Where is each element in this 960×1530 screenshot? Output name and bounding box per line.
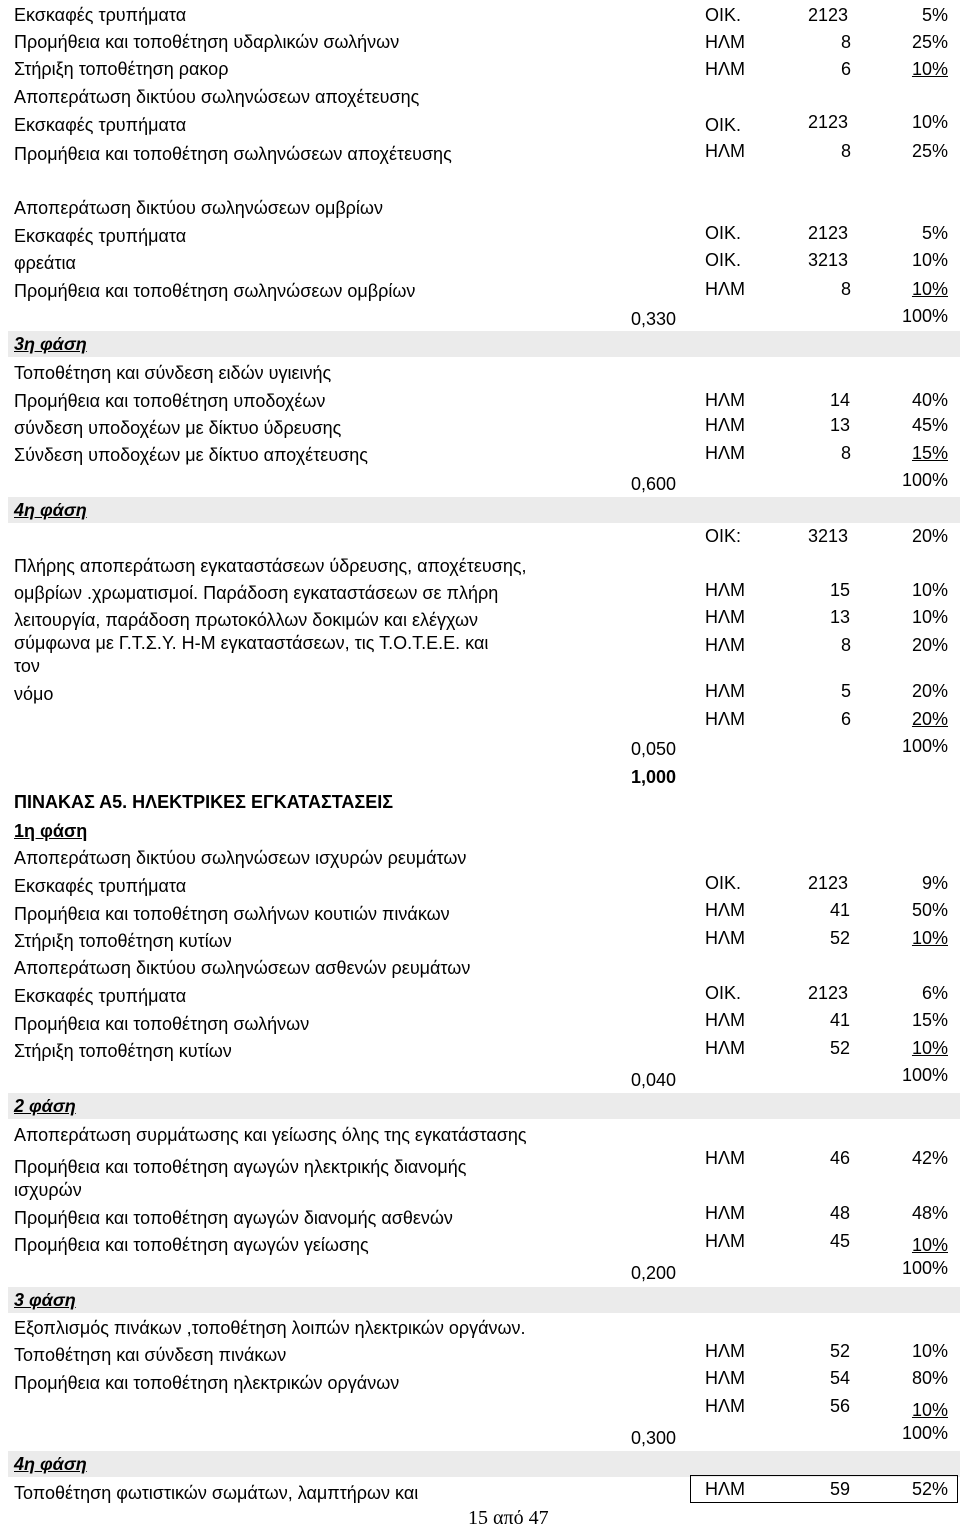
item-description: Σύνδεση υποδοχέων με δίκτυο αποχέτευσης — [14, 445, 368, 465]
item-percent: 20% — [911, 681, 948, 701]
phase-bar — [8, 1287, 960, 1313]
item-code: 15 — [829, 580, 851, 600]
item-percent: 40% — [911, 390, 948, 410]
item-code: 8 — [840, 141, 852, 161]
item-description: Αποπεράτωση δικτύου σωληνώσεων ομβρίων — [14, 198, 383, 218]
item-percent: 5% — [921, 223, 948, 243]
unit-label: ΗΛΜ — [705, 1479, 746, 1499]
item-code: 8 — [840, 635, 852, 655]
phase-heading: 4η φάση — [14, 500, 87, 520]
phase-heading: 3η φάση — [14, 334, 87, 354]
item-description: Στήριξη τοποθέτηση κυτίων — [14, 931, 232, 951]
item-percent: 10% — [911, 250, 948, 270]
item-percent: 10% — [911, 1400, 948, 1420]
item-code: 2123 — [807, 983, 849, 1003]
item-percent: 20% — [911, 709, 948, 729]
item-percent: 6% — [921, 983, 948, 1003]
item-code: 56 — [829, 1396, 851, 1416]
item-percent: 10% — [911, 580, 948, 600]
unit-label: ΗΛΜ — [705, 32, 746, 52]
item-percent: 15% — [911, 1010, 948, 1030]
unit-label: ΗΛΜ — [705, 415, 746, 435]
item-description: ισχυρών — [14, 1180, 82, 1200]
item-percent: 50% — [911, 900, 948, 920]
phase-weight: 0,300 — [631, 1428, 677, 1448]
unit-label: ΗΛΜ — [705, 1368, 746, 1388]
unit-label: ΗΛΜ — [705, 580, 746, 600]
item-description: Τοποθέτηση και σύνδεση ειδών υγιεινής — [14, 363, 332, 383]
phase-weight: 0,040 — [631, 1070, 677, 1090]
item-percent: 25% — [911, 141, 948, 161]
phase-percent-total: 100% — [901, 470, 948, 490]
item-code: 3213 — [807, 250, 849, 270]
item-description: Εκσκαφές τρυπήματα — [14, 986, 187, 1006]
phase-heading: 3 φάση — [14, 1290, 76, 1310]
item-percent: 10% — [911, 1235, 948, 1255]
item-percent: 5% — [921, 5, 948, 25]
item-code: 2123 — [807, 112, 849, 132]
item-code: 41 — [829, 900, 851, 920]
item-description: σύνδεση υποδοχέων με δίκτυο ύδρευσης — [14, 418, 342, 438]
unit-label: ΟΙΚ. — [705, 873, 742, 893]
item-description: ομβρίων .χρωματισμοί. Παράδοση εγκαταστάσεων σε πλήρη — [14, 583, 499, 603]
item-code: 8 — [840, 279, 852, 299]
item-percent: 10% — [911, 59, 948, 79]
item-percent: 25% — [911, 32, 948, 52]
phase-weight: 0,200 — [631, 1263, 677, 1283]
unit-label: ΟΙΚ. — [705, 5, 742, 25]
unit-label: ΗΛΜ — [705, 635, 746, 655]
page-number: 15 από 47 — [468, 1507, 549, 1529]
unit-label: ΗΛΜ — [705, 1396, 746, 1416]
item-description: λειτουργία, παράδοση πρωτοκόλλων δοκιμών και ελέγχων — [14, 610, 479, 630]
unit-label: ΗΛΜ — [705, 1231, 746, 1251]
item-code: 52 — [829, 1341, 851, 1361]
item-percent: 52% — [911, 1479, 948, 1499]
unit-label: ΗΛΜ — [705, 141, 746, 161]
item-code: 8 — [840, 32, 852, 52]
phase-bar — [8, 331, 960, 357]
item-description: Τοποθέτηση και σύνδεση πινάκων — [14, 1345, 287, 1365]
table-title: ΠΙΝΑΚΑΣ Α5. ΗΛΕΚΤΡΙΚΕΣ ΕΓΚΑΤΑΣΤΑΣΕΙΣ — [14, 792, 394, 812]
unit-label: ΟΙΚ: — [705, 526, 742, 546]
item-percent: 42% — [911, 1148, 948, 1168]
item-description: νόμο — [14, 684, 54, 704]
item-description: Εξοπλισμός πινάκων ,τοποθέτηση λοιπών ηλεκτρικών οργάνων. — [14, 1318, 526, 1338]
phase-bar — [8, 1093, 960, 1119]
item-code: 5 — [840, 681, 852, 701]
item-description: Αποπεράτωση δικτύου σωληνώσεων ασθενών ρευμάτων — [14, 958, 471, 978]
phase-percent-total: 100% — [901, 306, 948, 326]
item-code: 3213 — [807, 526, 849, 546]
unit-label: ΗΛΜ — [705, 607, 746, 627]
unit-label: ΗΛΜ — [705, 681, 746, 701]
unit-label: ΗΛΜ — [705, 1038, 746, 1058]
item-description: Τοποθέτηση φωτιστικών σωμάτων, λαμπτήρων και — [14, 1483, 419, 1503]
item-percent: 10% — [911, 607, 948, 627]
item-description: Προμήθεια και τοποθέτηση σωλήνων — [14, 1014, 310, 1034]
unit-label: ΟΙΚ. — [705, 250, 742, 270]
phase-bar — [8, 497, 960, 523]
unit-label: ΟΙΚ. — [705, 115, 742, 135]
unit-label: ΗΛΜ — [705, 279, 746, 299]
item-code: 6 — [840, 59, 852, 79]
item-code: 8 — [840, 443, 852, 463]
unit-label: ΗΛΜ — [705, 709, 746, 729]
item-percent: 45% — [911, 415, 948, 435]
item-code: 48 — [829, 1203, 851, 1223]
item-code: 14 — [829, 390, 851, 410]
item-percent: 15% — [911, 443, 948, 463]
item-description: Αποπεράτωση δικτύου σωληνώσεων αποχέτευσης — [14, 87, 420, 107]
item-code: 2123 — [807, 223, 849, 243]
item-description: Αποπεράτωση δικτύου σωληνώσεων ισχυρών ρευμάτων — [14, 848, 467, 868]
item-description: Εκσκαφές τρυπήματα — [14, 876, 187, 896]
item-percent: 9% — [921, 873, 948, 893]
item-code: 13 — [829, 415, 851, 435]
item-code: 6 — [840, 709, 852, 729]
item-description: Προμήθεια και τοποθέτηση σωληνώσεων ομβρίων — [14, 281, 416, 301]
item-code: 41 — [829, 1010, 851, 1030]
phase-heading: 2 φάση — [14, 1096, 76, 1116]
unit-label: ΗΛΜ — [705, 900, 746, 920]
item-percent: 10% — [911, 112, 948, 132]
item-description: Στήριξη τοποθέτηση ρακορ — [14, 59, 229, 79]
item-description: Προμήθεια και τοποθέτηση σωληνώσεων αποχέτευσης — [14, 144, 452, 164]
item-code: 45 — [829, 1231, 851, 1251]
item-percent: 80% — [911, 1368, 948, 1388]
item-percent: 10% — [911, 1038, 948, 1058]
item-code: 46 — [829, 1148, 851, 1168]
phase-weight: 0,050 — [631, 739, 677, 759]
item-code: 2123 — [807, 873, 849, 893]
unit-label: ΟΙΚ. — [705, 983, 742, 1003]
item-code: 54 — [829, 1368, 851, 1388]
unit-label: ΗΛΜ — [705, 59, 746, 79]
row-border-box — [690, 1475, 958, 1503]
phase-percent-total: 100% — [901, 1065, 948, 1085]
item-percent: 20% — [911, 635, 948, 655]
item-description: Προμήθεια και τοποθέτηση αγωγών γείωσης — [14, 1235, 369, 1255]
unit-label: ΗΛΜ — [705, 390, 746, 410]
item-description: Προμήθεια και τοποθέτηση αγωγών διανομής ασθενών — [14, 1208, 453, 1228]
unit-label: ΗΛΜ — [705, 1341, 746, 1361]
item-description: Εκσκαφές τρυπήματα — [14, 115, 187, 135]
phase-heading: 4η φάση — [14, 1454, 87, 1474]
phase-percent-total: 100% — [901, 1423, 948, 1443]
unit-label: ΗΛΜ — [705, 1148, 746, 1168]
item-description: Εκσκαφές τρυπήματα — [14, 226, 187, 246]
item-percent: 10% — [911, 1341, 948, 1361]
item-description: Προμήθεια και τοποθέτηση σωλήνων κουτιών πινάκων — [14, 904, 450, 924]
item-description: φρεάτια — [14, 253, 76, 273]
total-weight: 1,000 — [631, 767, 677, 787]
phase-weight: 0,600 — [631, 474, 677, 494]
unit-label: ΗΛΜ — [705, 1203, 746, 1223]
item-percent: 10% — [911, 279, 948, 299]
item-description: τον — [14, 656, 40, 676]
item-code: 13 — [829, 607, 851, 627]
item-percent: 10% — [911, 928, 948, 948]
item-description: Προμήθεια και τοποθέτηση υδαρλικών σωλήνων — [14, 32, 400, 52]
phase-bar — [8, 1451, 960, 1477]
item-description: Προμήθεια και τοποθέτηση αγωγών ηλεκτρικής διανομής — [14, 1157, 467, 1177]
item-description: σύμφωνα με Γ.Τ.Σ.Υ. Η-Μ εγκαταστάσεων, τις Τ.Ο.Τ.Ε.Ε. και — [14, 633, 489, 653]
phase-percent-total: 100% — [901, 1258, 948, 1278]
phase-heading: 1η φάση — [14, 821, 88, 841]
item-description: Αποπεράτωση συρμάτωσης και γείωσης όλης της εγκατάστασης — [14, 1125, 527, 1145]
item-description: Στήριξη τοποθέτηση κυτίων — [14, 1041, 232, 1061]
unit-label: ΗΛΜ — [705, 928, 746, 948]
unit-label: ΗΛΜ — [705, 1010, 746, 1030]
item-code: 52 — [829, 1038, 851, 1058]
item-code: 59 — [829, 1479, 851, 1499]
item-percent: 48% — [911, 1203, 948, 1223]
item-description: Εκσκαφές τρυπήματα — [14, 5, 187, 25]
phase-weight: 0,330 — [631, 309, 677, 329]
item-description: Προμήθεια και τοποθέτηση ηλεκτρικών οργάνων — [14, 1373, 400, 1393]
unit-label: ΗΛΜ — [705, 443, 746, 463]
item-description: Πλήρης αποπεράτωση εγκαταστάσεων ύδρευσης, αποχέτευσης, — [14, 556, 527, 576]
item-code: 2123 — [807, 5, 849, 25]
item-description: Προμήθεια και τοποθέτηση υποδοχέων — [14, 391, 326, 411]
item-code: 52 — [829, 928, 851, 948]
item-percent: 20% — [911, 526, 948, 546]
phase-percent-total: 100% — [901, 736, 948, 756]
unit-label: ΟΙΚ. — [705, 223, 742, 243]
